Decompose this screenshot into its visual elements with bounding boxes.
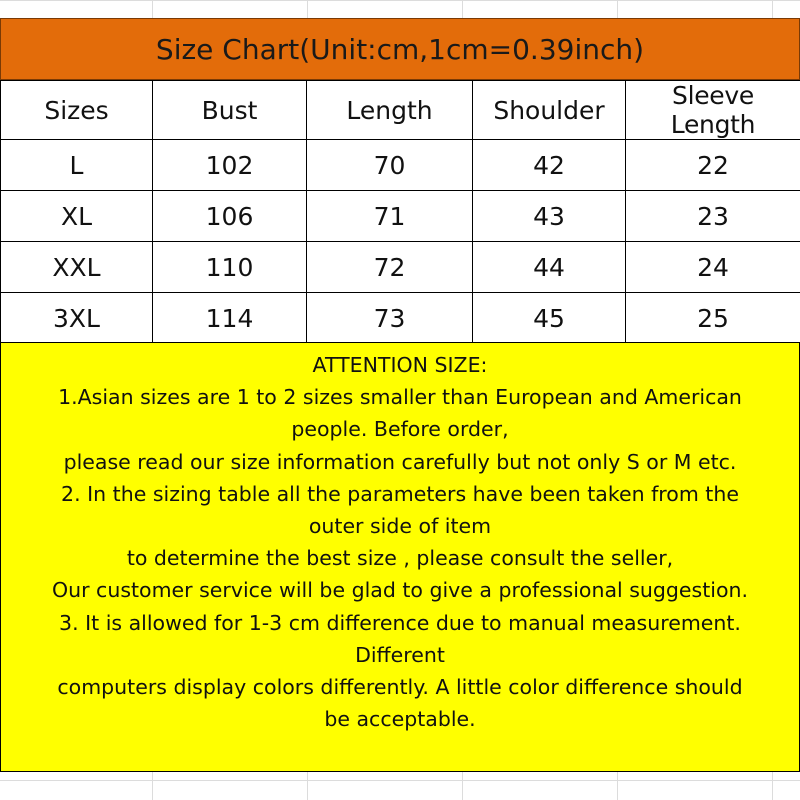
cell-shoulder: 45 <box>473 293 626 344</box>
cell-bust: 106 <box>153 191 307 242</box>
notice-line: please read our size information carefully but not only S or M etc. <box>63 449 737 474</box>
header-length: Length <box>307 81 473 140</box>
cell-sleeve-length: 25 <box>626 293 800 344</box>
notice-line: computers display colors differently. A little color difference should <box>57 675 743 700</box>
cell-length: 73 <box>307 293 473 344</box>
header-bust: Bust <box>153 81 307 140</box>
notice-heading: ATTENTION SIZE: <box>312 353 488 377</box>
notice-line: people. Before order, <box>291 417 509 442</box>
notice-line: outer side of item <box>308 514 492 539</box>
notice-line: be acceptable. <box>324 707 476 732</box>
notice-line: to determine the best size , please consult the seller, <box>126 546 674 571</box>
table-row <box>1 242 800 293</box>
table-row <box>1 140 800 191</box>
notice-line: 2. In the sizing table all the parameters have been taken from the <box>61 481 739 506</box>
cell-bust: 114 <box>153 293 307 344</box>
cell-bust: 102 <box>153 140 307 191</box>
chart-title: Size Chart(Unit:cm,1cm=0.39inch) <box>0 18 800 80</box>
cell-length: 72 <box>307 242 473 293</box>
cell-size: XXL <box>1 242 153 293</box>
header-sizes: Sizes <box>1 81 153 140</box>
cell-bust: 110 <box>153 242 307 293</box>
attention-notice <box>0 342 800 772</box>
table-header-row <box>1 81 800 140</box>
cell-sleeve-length: 24 <box>626 242 800 293</box>
cell-shoulder: 42 <box>473 140 626 191</box>
size-chart <box>0 18 800 772</box>
table-row <box>1 191 800 242</box>
cell-sleeve-length: 22 <box>626 140 800 191</box>
notice-line: Our customer service will be glad to give a professional suggestion. <box>51 578 749 603</box>
notice-line: Different <box>355 642 445 667</box>
cell-sleeve-length: 23 <box>626 191 800 242</box>
cell-size: XL <box>1 191 153 242</box>
size-table <box>0 80 800 344</box>
notice-line: 3. It is allowed for 1-3 cm difference due to manual measurement. <box>59 610 741 635</box>
cell-size: 3XL <box>1 293 153 344</box>
header-sleeve-length: Sleeve Length <box>626 81 800 140</box>
notice-line: 1.Asian sizes are 1 to 2 sizes smaller than European and American <box>58 385 742 410</box>
header-shoulder: Shoulder <box>473 81 626 140</box>
cell-shoulder: 44 <box>473 242 626 293</box>
cell-shoulder: 43 <box>473 191 626 242</box>
cell-size: L <box>1 140 153 191</box>
table-row <box>1 293 800 344</box>
cell-length: 70 <box>307 140 473 191</box>
cell-length: 71 <box>307 191 473 242</box>
